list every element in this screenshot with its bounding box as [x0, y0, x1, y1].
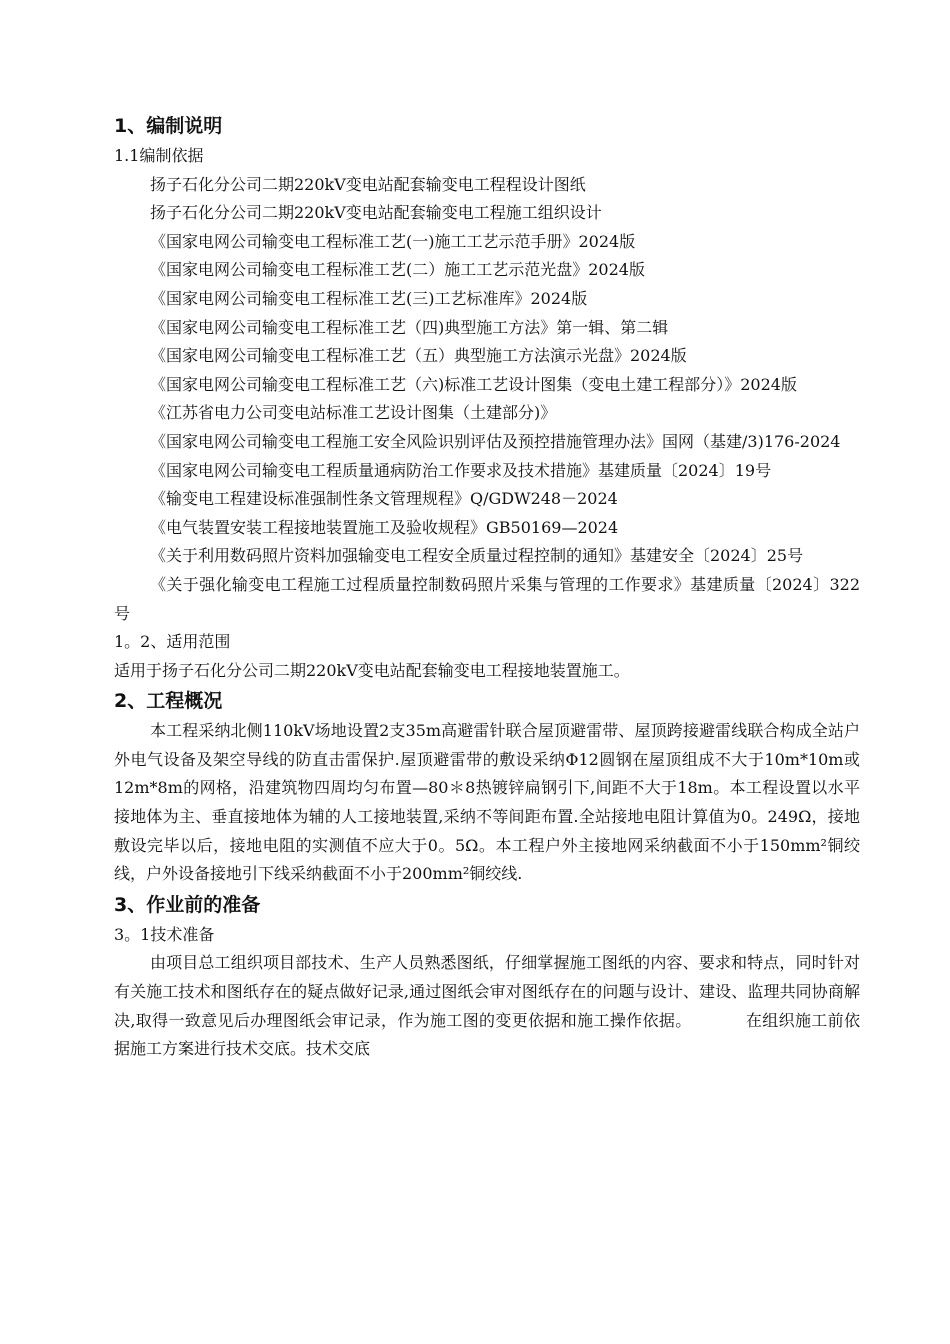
basis-item: 《输变电工程建设标准强制性条文管理规程》Q/GDW248－2024: [150, 489, 618, 509]
basis-item: 《关于利用数码照片资料加强输变电工程安全质量过程控制的通知》基建安全〔2024〕25号: [150, 546, 804, 566]
section-1-1-heading: 1.1编制依据: [114, 146, 204, 165]
section-2-heading: 2、工程概况: [114, 690, 223, 713]
basis-item: 扬子石化分公司二期220kV变电站配套输变电工程施工组织设计: [150, 203, 602, 223]
basis-item: 《江苏省电力公司变电站标准工艺设计图集（土建部分)》: [150, 403, 557, 423]
basis-item: 《国家电网公司输变电工程标准工艺(三)工艺标准库》2024版: [150, 288, 588, 308]
basis-item: 《关于强化输变电工程施工过程质量控制数码照片采集与管理的工作要求》基建质量〔2024〕322号: [114, 574, 860, 623]
scope-text: 适用于扬子石化分公司二期220kV变电站配套输变电工程接地装置施工。: [114, 660, 630, 680]
basis-item: 《电气装置安装工程接地装置施工及验收规程》GB50169—2024: [150, 517, 619, 537]
basis-item: 扬子石化分公司二期220kV变电站配套输变电工程程设计图纸: [150, 174, 586, 194]
technical-preparation-text-b: 在组织施工前依据施工方案进行技术交底。技术交底: [114, 1010, 860, 1059]
basis-item: 《国家电网公司输变电工程标准工艺（四)典型施工方法》第一辑、第二辑: [150, 317, 669, 337]
basis-item: 《国家电网公司输变电工程标准工艺(二）施工工艺示范光盘》2024版: [150, 260, 645, 280]
basis-item: 《国家电网公司输变电工程施工安全风险识别评估及预控措施管理办法》国网（基建/3)176-2024: [150, 431, 841, 451]
section-3-heading: 3、作业前的准备: [114, 893, 261, 916]
basis-item: 《国家电网公司输变电工程质量通病防治工作要求及技术措施》基建质量〔2024〕19号: [150, 460, 772, 480]
basis-item: 《国家电网公司输变电工程标准工艺（六)标准工艺设计图集（变电土建工程部分）》2024版: [150, 374, 797, 394]
section-1-heading: 1、编制说明: [114, 115, 223, 137]
project-overview-text: 本工程采纳北侧110kV场地设置2支35m高避雷针联合屋顶避雷带、屋顶跨接避雷线联合构成全站户外电气设备及架空导线的防直击雷保护.屋顶避雷带的敷设采纳Φ12圆钢在屋顶组成不大于10m*10m或12m*8m的网格，沿建筑物四周均匀布置—80＊8热镀锌扁钢引下,间距不大于18m。本工程设置以水平接地体为主、垂直接地体为辅的人工接地装置,采纳不等间距布置.全站接地电阻计算值为0。249Ω，接地敷设完毕以后，接地电阻的实测值不应大于0。5Ω。本工程户外主接地网采纳截面不小于150mm²铜绞线，户外设备接地引下线采纳截面不小于200mm²铜绞线.: [114, 721, 860, 884]
section-1-2-heading: 1。2、适用范围: [114, 632, 231, 652]
technical-preparation-text: [114, 949, 860, 1063]
section-3-1-heading: 3。1技术准备: [114, 924, 215, 944]
basis-item: 《国家电网公司输变电工程标准工艺(一)施工工艺示范手册》2024版: [150, 231, 636, 251]
basis-item: 《国家电网公司输变电工程标准工艺（五）典型施工方法演示光盘》2024版: [150, 346, 687, 366]
technical-preparation-text-a: 由项目总工组织项目部技术、生产人员熟悉图纸，仔细掌握施工图纸的内容、要求和特点，同时针对有关施工技术和图纸存在的疑点做好记录,通过图纸会审对图纸存在的问题与设计、建设、监理共同协商解决,取得一致意见后办理图纸会审记录，作为施工图的变更依据和施工操作依据。: [114, 953, 860, 1030]
document-page: [114, 110, 860, 1064]
